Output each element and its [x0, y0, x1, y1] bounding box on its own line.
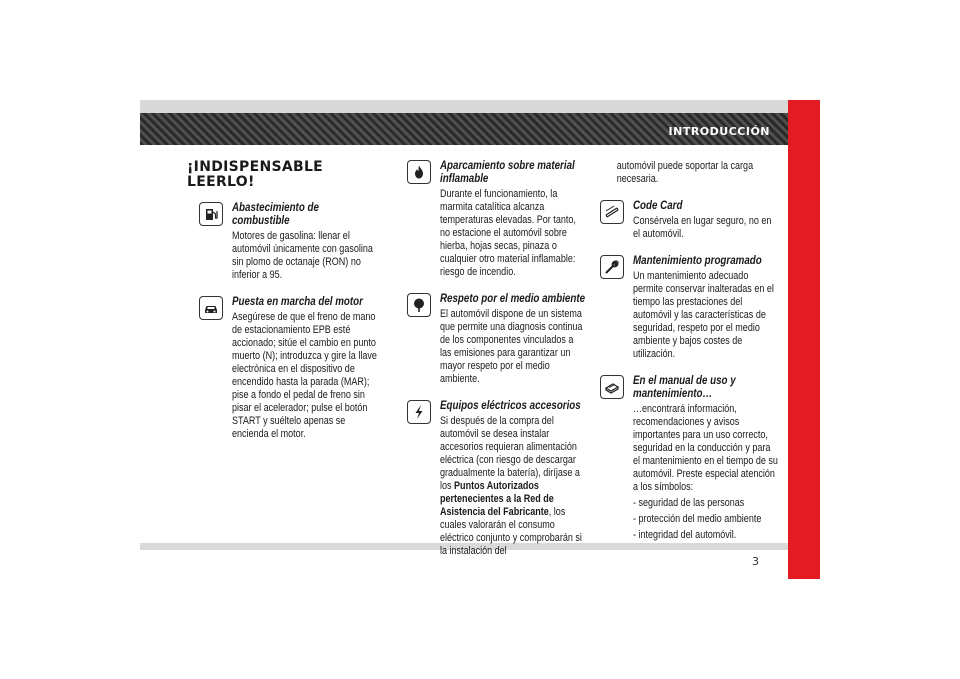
entry-engine-start — [187, 296, 377, 441]
entry-title: Respeto por el medio ambiente — [440, 293, 586, 305]
flame-icon — [407, 160, 431, 184]
entry-title: Abastecimiento de combustible — [232, 202, 319, 227]
wrench-icon — [600, 255, 624, 279]
column-3 — [588, 160, 778, 556]
entry-title: Equipos eléctricos accesorios — [440, 400, 581, 412]
list-item: - integridad del automóvil. — [633, 529, 737, 541]
list-item: - protección del medio ambiente — [633, 513, 762, 525]
page-number: 3 — [752, 555, 759, 568]
entry-maintenance — [588, 255, 778, 361]
entry-environment — [395, 293, 585, 386]
entry-manual — [588, 375, 778, 542]
code-card-icon — [600, 200, 624, 224]
entry-flammable — [395, 160, 585, 279]
entry-title: En el manual de uso y mantenimiento… — [633, 375, 736, 400]
column-1 — [187, 160, 377, 455]
manual-book-icon — [600, 375, 624, 399]
lightning-icon — [407, 400, 431, 424]
entry-code-card — [588, 200, 778, 241]
entry-title: Mantenimiento programado — [633, 255, 762, 267]
authorized-points-text: Puntos Autorizados pertenecientes a la Red de Asistencia del Fabricante — [440, 480, 554, 518]
entry-title: Puesta en marcha del motor — [232, 296, 363, 308]
continued-text: automóvil puede soportar la carga necesaria. — [616, 160, 754, 185]
section-title: INTRODUCCIÓN — [668, 125, 770, 138]
fuel-pump-icon — [199, 202, 223, 226]
list-item: - seguridad de las personas — [633, 497, 745, 509]
entry-title: Code Card — [633, 200, 683, 212]
entry-body: Durante el funcionamiento, la marmita catalítica alcanza temperaturas elevadas. Por tanto, no estacione el automóvil sobre hierba, hojas secas, pinaza o cualquier otro material inflamable: riesgo de incendio. — [440, 188, 576, 278]
entry-body: Motores de gasolina: llenar el automóvil únicamente con gasolina sin plomo de octanaje (RON) no inferior a 95. — [232, 230, 373, 281]
car-icon — [199, 296, 223, 320]
column-2 — [395, 160, 585, 572]
entry-electrical — [395, 400, 585, 558]
entry-body: Asegúrese de que el freno de mano de estacionamiento EPB esté accionado; sitúe el cambio en punto muerto (N); introduzca y gire la llave electrónica en el dispositivo de encendido hasta la parada (MAR); pise a fondo el pedal de freno sin pisar el acelerador; pulse el botón START y suéltelo apenas se encienda el motor. — [232, 311, 377, 440]
tree-icon — [407, 293, 431, 317]
entry-body: Consérvela en lugar seguro, no en el automóvil. — [633, 215, 772, 240]
entry-body: Si después de la compra del automóvil se desea instalar accesorios requieran alimentación eléctrica (con riesgo de descargar gradualmente la batería), diríjase a los Puntos Autorizados pertenecientes a la Red de Asistencia del Fabricante, los cuales valorarán el consumo eléctrico conjunto y comprobarán si la instalación del — [440, 415, 582, 557]
entry-body: Un mantenimiento adecuado permite conservar inalteradas en el tiempo las prestaciones del automóvil y las características de seguridad, respeto por el medio ambiente y bajos costes de utilización. — [633, 270, 774, 360]
entry-body: El automóvil dispone de un sistema que permite una diagnosis continua de los componentes vinculados a las emisiones para garantizar un mayor respeto por el medio ambiente. — [440, 308, 583, 385]
chapter-tab — [788, 100, 820, 579]
entry-title: Aparcamiento sobre material inflamable — [440, 160, 575, 185]
entry-fuel — [187, 202, 377, 282]
main-heading: ¡INDISPENSABLE LEERLO! — [187, 159, 324, 190]
entry-body: …encontrará información, recomendaciones y avisos importantes para un uso correcto, seguridad en la conducción y para el mantenimiento en el tiempo de su automóvil. Preste especial atención a los símbolos: - seguridad de las personas - protección del medio ambiente - integridad del automóvil. — [633, 403, 778, 541]
header-top-band — [140, 100, 788, 113]
